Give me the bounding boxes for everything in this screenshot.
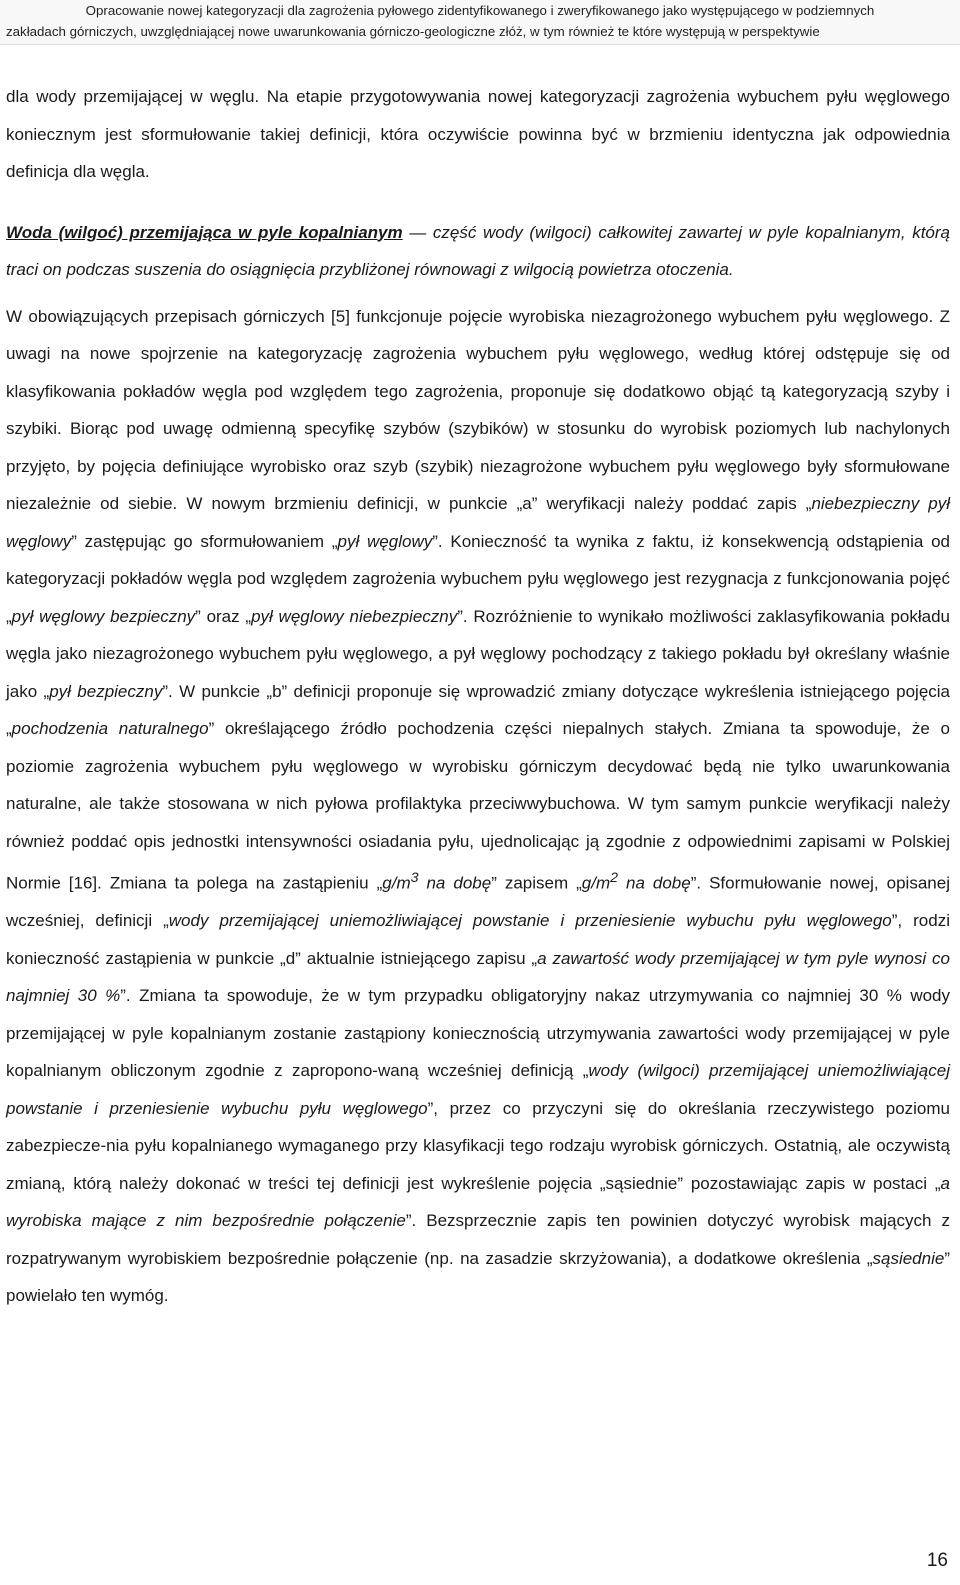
text-span: ”. Bezsprzecznie zapis ten powinien dotyczyć wyrobisk mających z rozpatrywanym wyrobiskiem bezpośrednie połączenie (np. na zasadzie skrzyżowania), a dodatkowe określenia „ xyxy=(6,1211,951,1268)
italic-phrase: wody (wilgoci) przemijającej uniemożliwiającej powstanie i przeniesienie wybuchu pyłu węglowego xyxy=(6,1061,950,1118)
text-span: ”. Rozróżnienie to wynikało możliwości zaklasyfikowania pokładu węgla jako niezagrożonego wybuchem pyłu węglowego, a pył węglowy pochodzący z takiego pokładu był określany właśnie jako „ xyxy=(6,606,951,701)
italic-phrase: na dobę xyxy=(618,873,691,893)
italic-phrase: niebezpieczny pył węglowy xyxy=(6,494,950,551)
italic-phrase: pył węglowy niebezpieczny xyxy=(251,606,458,626)
text-span: ” powielało ten wymóg. xyxy=(6,1248,950,1306)
defined-term: Woda (wilgoć) przemijająca w pyle kopalnianym xyxy=(6,222,403,242)
paragraph-main xyxy=(6,298,950,1315)
text-span: ”. W punkcie „b” definicji proponuje się wprowadzić zmiany dotyczące wykreślenia istniejącego pojęcia „ xyxy=(6,681,951,738)
page-number: 16 xyxy=(926,1550,948,1571)
header-line-2: zakładach górniczych, uwzględniającej nowe uwarunkowania górniczo-geologiczne złóż, w tym również te które występują w perspektywie xyxy=(6,24,820,39)
text-span: W obowiązujących przepisach górniczych [5] funkcjonuje pojęcie wyrobiska niezagrożonego wybuchem pyłu węglowego. Z uwagi na nowe spojrzenie na kategoryzację zagrożenia wybuchem pyłu węglowego, według której odstępuje się od klasyfikowania pokładów węgla pod względem tego zagrożenia, proponuje się dodatkowo objąć tą kategoryzacją szyby i szybiki. Biorąc pod uwagę odmienną specyfikę szybów (szybików) w stosunku do wyrobisk poziomych lub nachylonych przyjęto, by pojęcia definiujące wyrobisko oraz szyb (szybik) niezagrożone wybuchem pyłu węglowego były sformułowane niezależnie od siebie. W nowym brzmieniu definicji, w punkcie „a” weryfikacji należy poddać zapis „ xyxy=(6,306,950,513)
text-span: ” określającego źródło pochodzenia części niepalnych stałych. Zmiana ta spowoduje, że o poziomie zagrożenia wybuchem pyłu węglowego w wyrobisku górniczym decydować będą nie tylko uwarunkowania naturalne, ale także stosowana w nich pyłowa profilaktyka przeciwwybuchowa. W tym samym punkcie weryfikacji należy również poddać opis jednostki intensywności osiadania pyłu, ujednolicając ją zgodnie z odpowiednimi zapisami w Polskiej Normie [16]. Zmiana ta polega na zastąpieniu „ xyxy=(6,719,951,893)
italic-phrase: a zawartość wody przemijającej w tym pyle wynosi co najmniej 30 % xyxy=(6,948,951,1006)
text-span: ”. Sformułowanie nowej, opisanej wcześniej, definicji „ xyxy=(6,873,950,931)
text-span: ” zastępując go sformułowaniem „ xyxy=(71,531,338,551)
document-body xyxy=(6,78,950,1324)
text-span: ”. Konieczność ta wynika z faktu, iż konsekwencją odstąpienia od kategoryzacji pokładów węgla pod względem zagrożenia wybuchem pyłu węglowego jest rezygnacja z funkcjonowania pojęć „ xyxy=(6,531,950,626)
text-span: ”, przez co przyczyni się do określania rzeczywistego poziomu zabezpiecze-nia pyłu kopalnianego wymaganego przy klasyfikacji tego rodzaju wyrobisk górniczych. Ostatnią, ale oczywistą zmianą, którą należy dokonać w treści tej definicji jest wykreślenie pojęcia „sąsiednie” pozostawiając zapis w postaci „ xyxy=(6,1098,950,1193)
text-span: ”. Zmiana ta spowoduje, że w tym przypadku obligatoryjny nakaz utrzymywania co najmniej 30 % wody przemijającej w pyle kopalnianym zostanie zastąpiony koniecznością utrzymywania zawartości wody przemijającej w pyle kopalnianym obliczonym zgodnie z zapropono-waną wcześniej definicją „ xyxy=(6,986,951,1081)
definition-paragraph xyxy=(6,214,950,289)
definition-text: część wody (wilgoci) całkowitej zawartej w pyle kopalnianym, którą traci on podczas suszenia do osiągnięcia przybliżonej równowagi z wilgocią powietrza otoczenia. xyxy=(6,222,950,279)
italic-phrase: pył węglowy xyxy=(337,531,433,551)
definition-dash: — xyxy=(402,222,433,242)
italic-phrase: na dobę xyxy=(418,873,492,893)
header-line-1: Opracowanie nowej kategoryzacji dla zagrożenia pyłowego zidentyfikowanego i zweryfikowanego jako występującego w podziemnych xyxy=(85,3,875,18)
italic-phrase: g/m xyxy=(581,873,611,893)
paragraph-intro: dla wody przemijającej w węglu. Na etapie przygotowywania nowej kategoryzacji zagrożenia wybuchem pyłu węglowego koniecznym jest sformułowanie takiej definicji, która oczywiście powinna być w brzmieniu identyczna jak odpowiednia definicja dla węgla. xyxy=(6,87,950,181)
text-span: ” zapisem „ xyxy=(491,873,582,893)
italic-phrase: a wyrobiska mające z nim bezpośrednie połączenie xyxy=(6,1173,950,1231)
superscript: 3 xyxy=(410,870,419,886)
running-header xyxy=(0,0,960,45)
italic-phrase: wody przemijającej uniemożliwiającej powstanie i przeniesienie wybuchu pyłu węglowego xyxy=(168,911,892,931)
italic-phrase: pył bezpieczny xyxy=(49,681,163,701)
italic-phrase: sąsiednie xyxy=(872,1248,945,1268)
italic-phrase: pochodzenia naturalnego xyxy=(11,719,209,738)
italic-phrase: g/m xyxy=(382,873,411,893)
text-span: ”, rodzi konieczność zastąpienia w punkcie „d” aktualnie istniejącego zapisu „ xyxy=(6,911,950,968)
text-span: ” oraz „ xyxy=(195,606,252,626)
italic-phrase: pył węglowy bezpieczny xyxy=(11,606,196,626)
superscript: 2 xyxy=(610,870,619,886)
